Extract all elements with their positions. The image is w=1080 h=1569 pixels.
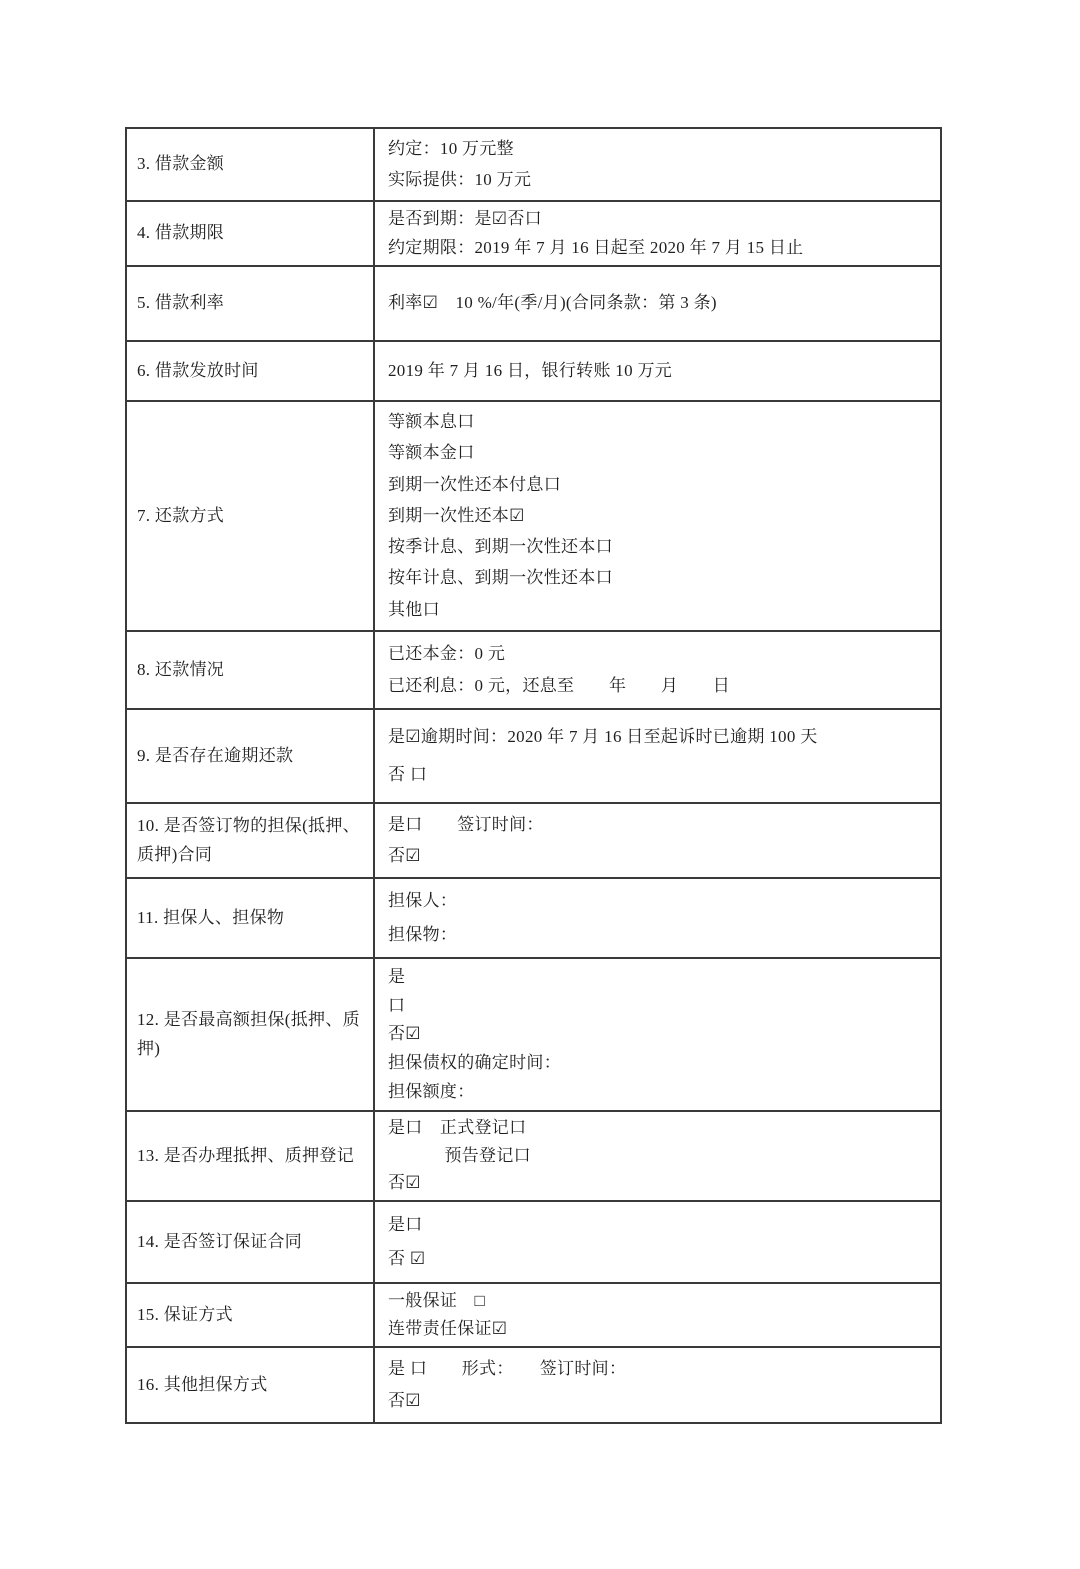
detail-line: 2019 年 7 月 16 日，银行转账 10 万元 <box>388 360 673 380</box>
row-label-cell: 4. 借款期限 <box>127 202 375 267</box>
row-detail-cell <box>375 202 940 267</box>
detail-line: 是口 签订时间： <box>388 814 544 834</box>
detail-lines <box>388 804 927 877</box>
detail-line: 担保物： <box>388 924 458 944</box>
detail-lines <box>388 1202 927 1282</box>
detail-lines <box>388 342 927 400</box>
detail-line: 利率☑ 10 %/年(季/月)(合同条款：第 3 条) <box>388 293 717 313</box>
detail-lines <box>388 1348 927 1422</box>
detail-lines <box>388 879 927 957</box>
row-detail-cell <box>375 1112 940 1202</box>
row-detail-cell <box>375 959 940 1112</box>
detail-line: 是否到期：是☑否口 <box>388 209 542 229</box>
row-detail-cell <box>375 402 940 632</box>
detail-line: 否 ☑ <box>388 1248 426 1268</box>
detail-line: 按季计息、到期一次性还本口 <box>388 537 613 557</box>
detail-line: 否☑ <box>388 846 421 866</box>
row-label-cell: 6. 借款发放时间 <box>127 342 375 402</box>
detail-lines <box>388 1112 927 1200</box>
detail-line: 到期一次性还本☑ <box>388 505 525 525</box>
row-label-cell: 11. 担保人、担保物 <box>127 879 375 959</box>
row-detail-cell <box>375 632 940 710</box>
row-detail-cell <box>375 342 940 402</box>
loan-info-table <box>125 127 942 1424</box>
detail-line: 是口 正式登记口 <box>388 1118 527 1138</box>
detail-line: 约定期限：2019 年 7 月 16 日起至 2020 年 7 月 15 日止 <box>388 237 804 257</box>
detail-line: 已还本金：0 元 <box>388 643 506 663</box>
row-label-cell: 14. 是否签订保证合同 <box>127 1202 375 1284</box>
row-detail-cell <box>375 267 940 342</box>
detail-line: 否☑ <box>388 1173 421 1193</box>
row-label-cell: 12. 是否最高额担保(抵押、质押) <box>127 959 375 1112</box>
detail-lines <box>388 402 927 630</box>
detail-line: 其他口 <box>388 599 440 619</box>
detail-line: 担保人： <box>388 891 458 911</box>
detail-line: 到期一次性还本付息口 <box>388 474 561 494</box>
detail-lines <box>388 959 927 1110</box>
detail-line: 等额本息口 <box>388 412 475 432</box>
detail-line: 否 口 <box>388 764 428 784</box>
row-detail-cell <box>375 710 940 804</box>
detail-line: 已还利息：0 元，还息至 年 月 日 <box>388 676 731 696</box>
row-detail-cell <box>375 1202 940 1284</box>
row-label-cell: 15. 保证方式 <box>127 1284 375 1348</box>
detail-lines <box>388 1284 927 1346</box>
row-label-cell: 9. 是否存在逾期还款 <box>127 710 375 804</box>
detail-line: 口 <box>388 995 406 1015</box>
row-detail-cell <box>375 129 940 202</box>
detail-line: 担保债权的确定时间： <box>388 1053 561 1073</box>
detail-line: 是 <box>388 966 406 986</box>
detail-line: 实际提供：10 万元 <box>388 169 532 189</box>
row-label-cell: 16. 其他担保方式 <box>127 1348 375 1422</box>
detail-line: 等额本金口 <box>388 443 475 463</box>
row-detail-cell <box>375 1348 940 1422</box>
detail-line: 是 口 形式： 签订时间： <box>388 1358 627 1378</box>
row-label-cell: 8. 还款情况 <box>127 632 375 710</box>
detail-lines <box>388 267 927 340</box>
detail-lines <box>388 710 927 802</box>
detail-line: 连带责任保证☑ <box>388 1318 508 1338</box>
detail-lines <box>388 129 927 200</box>
detail-line: 否☑ <box>388 1390 421 1410</box>
detail-line: 约定：10 万元整 <box>388 138 514 158</box>
detail-line: 是口 <box>388 1214 423 1234</box>
detail-lines <box>388 202 927 265</box>
detail-line: 预告登记口 <box>388 1145 531 1165</box>
row-detail-cell <box>375 879 940 959</box>
row-detail-cell <box>375 804 940 879</box>
row-label-cell: 10. 是否签订物的担保(抵押、质押)合同 <box>127 804 375 879</box>
detail-line: 担保额度： <box>388 1082 475 1102</box>
detail-line: 是☑逾期时间：2020 年 7 月 16 日至起诉时已逾期 100 天 <box>388 726 818 746</box>
detail-line: 否☑ <box>388 1024 421 1044</box>
detail-lines <box>388 632 927 708</box>
row-detail-cell <box>375 1284 940 1348</box>
row-label-cell: 7. 还款方式 <box>127 402 375 632</box>
detail-line: 按年计息、到期一次性还本口 <box>388 568 613 588</box>
row-label-cell: 3. 借款金额 <box>127 129 375 202</box>
row-label-cell: 13. 是否办理抵押、质押登记 <box>127 1112 375 1202</box>
detail-line: 一般保证 □ <box>388 1290 486 1310</box>
row-label-cell: 5. 借款利率 <box>127 267 375 342</box>
